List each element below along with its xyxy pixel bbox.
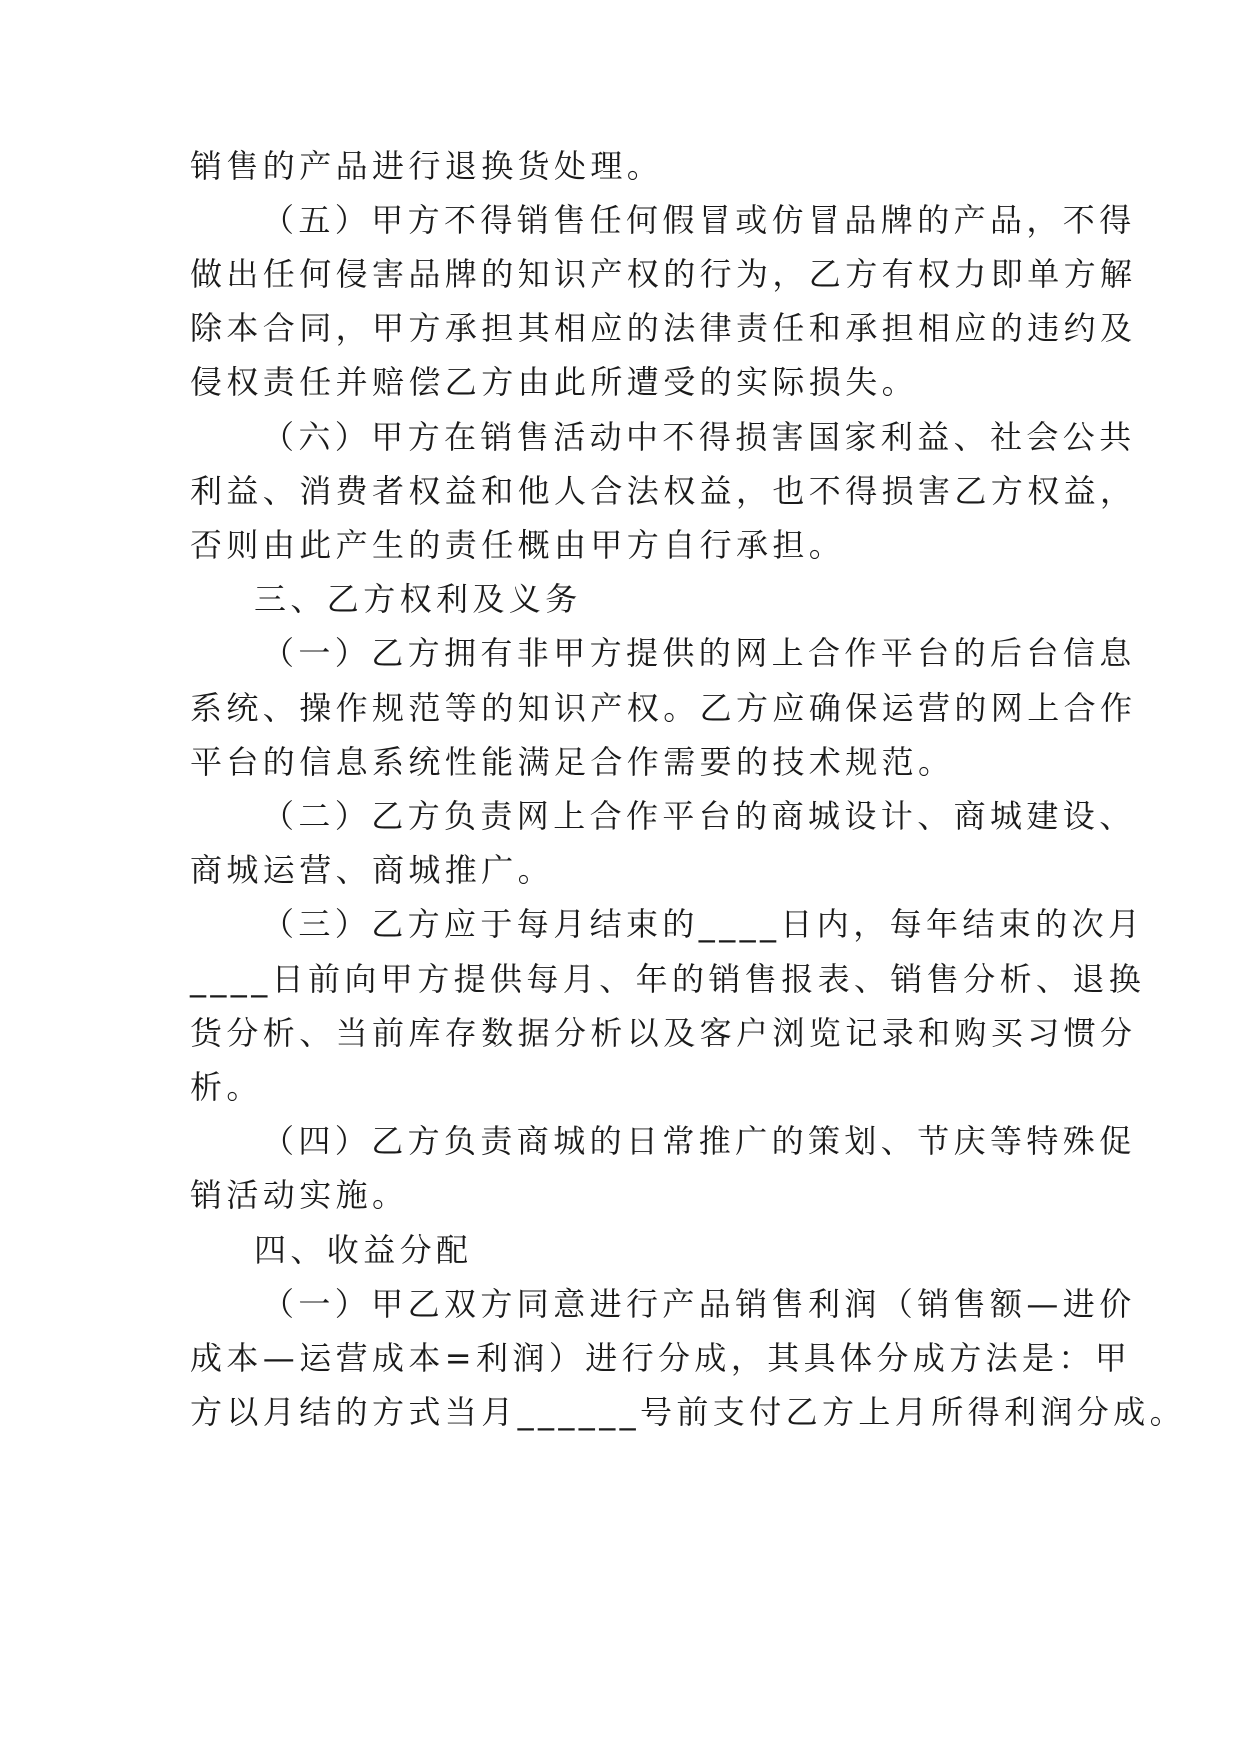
- text-line: 做出任何侵害品牌的知识产权的行为，乙方有权力即单方解: [190, 255, 1137, 293]
- text-line: 成本—运营成本=利润）进行分成，其具体分成方法是：甲: [190, 1339, 1132, 1377]
- text-line: 利益、消费者权益和他人合法权益，也不得损害乙方权益，: [190, 472, 1137, 510]
- text-line: 商城运营、商城推广。: [190, 851, 555, 889]
- text-line: 侵权责任并赔偿乙方由此所遭受的实际损失。: [190, 363, 919, 401]
- clause-line: （三）乙方应于每月结束的____日内，每年结束的次月: [262, 905, 1145, 943]
- clause-line: （四）乙方负责商城的日常推广的策划、节庆等特殊促: [262, 1122, 1136, 1160]
- text-line: 货分析、当前库存数据分析以及客户浏览记录和购买习惯分: [190, 1014, 1137, 1052]
- text-line: 系统、操作规范等的知识产权。乙方应确保运营的网上合作: [190, 689, 1137, 727]
- clause-line: （一）甲乙双方同意进行产品销售利润（销售额—进价: [262, 1285, 1136, 1323]
- clause-line: （六）甲方在销售活动中不得损害国家利益、社会公共: [262, 418, 1136, 456]
- text-line: 析。: [190, 1068, 263, 1106]
- section-heading: 三、乙方权利及义务: [254, 580, 582, 618]
- text-line: ____日前向甲方提供每月、年的销售报表、销售分析、退换: [190, 960, 1146, 998]
- text-line: 销活动实施。: [190, 1176, 409, 1214]
- clause-line: （一）乙方拥有非甲方提供的网上合作平台的后台信息: [262, 634, 1136, 672]
- clause-line: （五）甲方不得销售任何假冒或仿冒品牌的产品，不得: [262, 201, 1136, 239]
- text-line: 否则由此产生的责任概由甲方自行承担。: [190, 526, 846, 564]
- text-line: 平台的信息系统性能满足合作需要的技术规范。: [190, 743, 955, 781]
- section-heading: 四、收益分配: [254, 1231, 473, 1269]
- text-line: 除本合同，甲方承担其相应的法律责任和承担相应的违约及: [190, 309, 1137, 347]
- text-line: 销售的产品进行退换货处理。: [190, 147, 664, 185]
- text-line: 方以月结的方式当月______号前支付乙方上月所得利润分成。: [190, 1393, 1187, 1431]
- clause-line: （二）乙方负责网上合作平台的商城设计、商城建设、: [262, 797, 1136, 835]
